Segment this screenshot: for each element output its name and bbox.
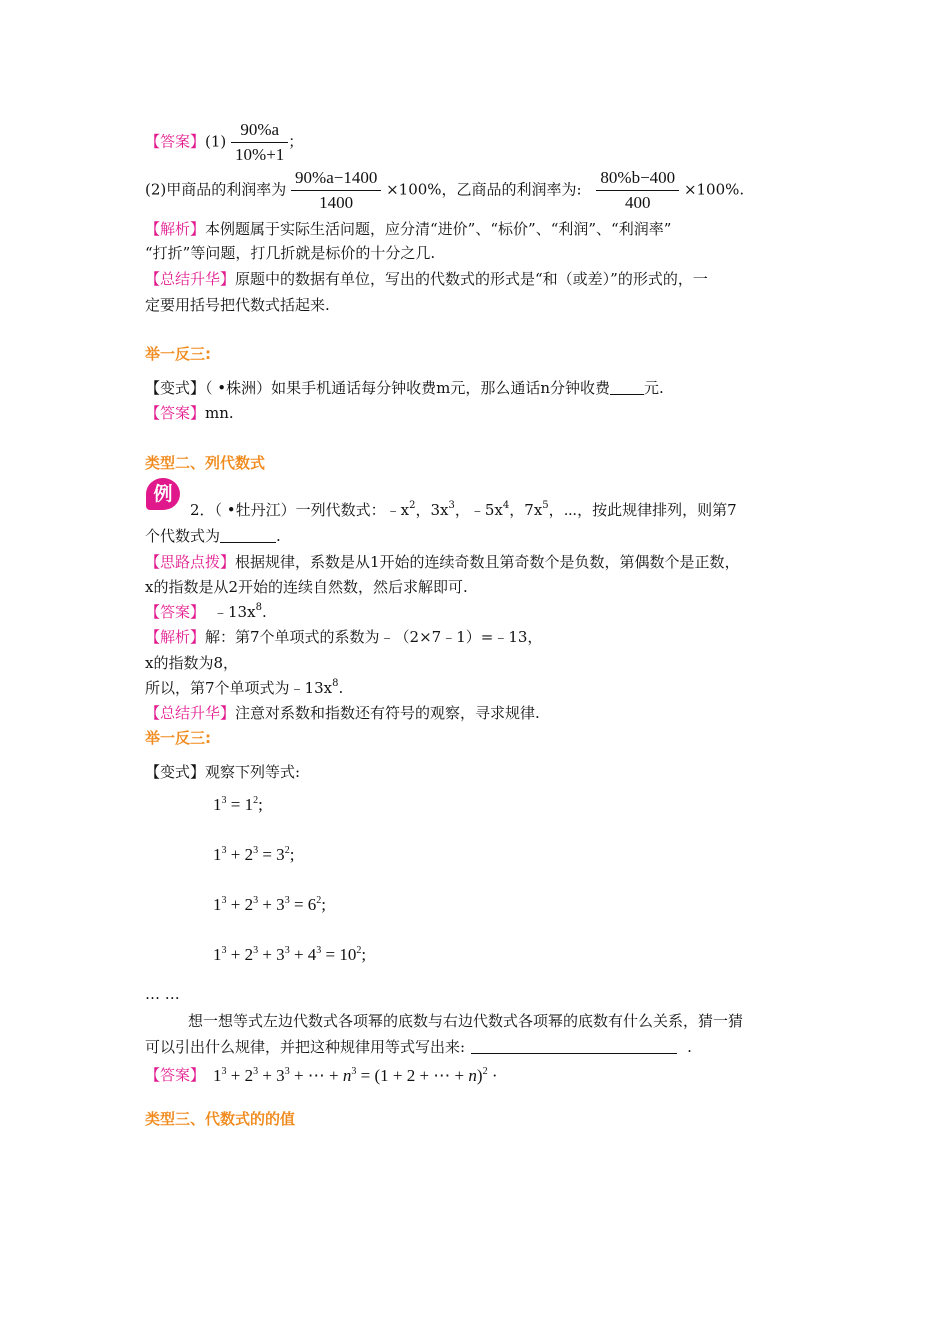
profit-rate-line: [145, 166, 744, 215]
q-text: 2．（ •牡丹江）一列代数式：﹣x: [190, 501, 410, 519]
answer-text: ﹣13x: [213, 603, 256, 621]
q1-summary-2: [145, 294, 330, 316]
variant-text: 观察下列等式:: [205, 763, 301, 781]
analysis-text: x的指数为8，: [145, 654, 239, 672]
exponent: 8: [255, 602, 262, 613]
think-text: 可以引出什么规律，并把这种规律用等式写出来:: [145, 1038, 466, 1056]
analysis-text: “打折”等问题，打几折就是标价的十分之几.: [145, 244, 436, 262]
fraction-denominator: 10%+1: [235, 145, 285, 164]
hint-text: 根据规律，系数是从1开始的连续奇数且第奇数个是负数，第偶数个是正数，: [235, 553, 740, 571]
type2-heading: 类型二、列代数式: [145, 454, 266, 472]
exponent: 3: [448, 500, 455, 511]
answer-blank: [610, 380, 644, 395]
answer-blank: [471, 1039, 677, 1054]
answer-equation: $1^3 + 2^3 + 3^3$ + ⋯ + $n^3 = (1 + 2$ + ⋯ + n)$^2$ ·: [213, 1066, 498, 1085]
fraction-numerator: 90%a: [231, 118, 288, 143]
type2-hint-1: [145, 551, 740, 573]
answer-fraction: [231, 118, 288, 167]
fraction-numerator: 90%a−1400: [291, 166, 381, 191]
practice-heading-1: 举一反三:: [145, 345, 211, 363]
summary-text: 定要用括号把代数式括起来.: [145, 296, 330, 314]
example-badge-icon: 例: [146, 478, 180, 510]
answer-blank: [220, 528, 276, 543]
equation-4: $1^3 + 2^3 + 3^3 + 4^3 = 10^2$;: [213, 945, 367, 964]
answer-end: ；: [288, 132, 304, 151]
type2-analysis-3: [145, 677, 343, 699]
hint-tag: 【思路点拨】: [145, 553, 236, 571]
summary-tag: 【总结升华】: [145, 270, 236, 288]
variant-tag: 【变式】: [145, 379, 206, 397]
profit-text-c: ×100%.: [683, 180, 745, 199]
type2-question-line2: [145, 525, 281, 547]
variant-tag: 【变式】: [145, 763, 206, 781]
fraction-denominator: 400: [625, 193, 651, 212]
variant-answer-1: [145, 402, 234, 424]
type2-analysis-1: [145, 626, 542, 648]
q1-analysis-1: [145, 218, 671, 240]
type3-heading: 类型三、代数式的的值: [145, 1110, 296, 1128]
q-text: ，⋯，按此规律排列，则第7: [548, 501, 737, 519]
q-text-end: .: [276, 527, 281, 545]
type2-hint-2: [145, 576, 468, 598]
q1-answer-line: [145, 118, 303, 167]
answer-tag: 【答案】: [145, 404, 206, 422]
answer-tag: 【答案】: [145, 132, 206, 151]
type2-analysis-2: [145, 652, 238, 674]
q-text: ，﹣5x: [454, 501, 503, 519]
analysis-tag: 【解析】: [145, 220, 206, 238]
type2-answer: [145, 601, 267, 623]
type2-question-line1: [190, 499, 737, 521]
summary-tag: 【总结升华】: [145, 704, 236, 722]
think-line-1: [188, 1010, 743, 1032]
answer-text: mn.: [205, 404, 234, 422]
fraction-denominator: 1400: [319, 193, 354, 212]
answer-end: .: [261, 603, 267, 621]
variant-question-1: [145, 377, 664, 399]
think-text: 想一想等式左边代数式各项幂的底数与右边代数式各项幂的底数有什么关系，猜一猜: [188, 1012, 744, 1030]
summary-text: 注意对系数和指数还有符号的观察，寻求规律.: [235, 704, 540, 722]
exponent: 4: [502, 500, 510, 511]
variant-question-2: [145, 761, 300, 783]
variant-answer-2: [145, 1064, 205, 1086]
analysis-text: 解：第7个单项式的系数为﹣（2×7﹣1）=﹣13，: [205, 628, 543, 646]
q-text: ，7x: [509, 501, 543, 519]
q-text: ，3x: [415, 501, 449, 519]
profit-fraction-a: [291, 166, 381, 215]
summary-text: 原题中的数据有单位，写出的代数式的形式是“和（或差）”的形式的，一: [235, 270, 708, 288]
analysis-text: 所以，第7个单项式为﹣13x: [145, 679, 333, 697]
q1-analysis-2: [145, 242, 435, 264]
answer-tag: 【答案】: [145, 603, 206, 621]
profit-fraction-b: [596, 166, 679, 215]
ellipsis: … …: [145, 985, 180, 1003]
variant-text-end: 元.: [644, 379, 664, 397]
variant-text: （ •株洲）如果手机通话每分钟收费m元，那么通话n分钟收费: [205, 379, 611, 397]
equation-3: $1^3 + 2^3 + 3^3 = 6^2$;: [213, 895, 327, 914]
answer-prefix: (1): [205, 132, 227, 151]
analysis-tag: 【解析】: [145, 628, 206, 646]
think-end: .: [687, 1038, 692, 1056]
equation-2: $1^3 + 2^3 = 3^2$;: [213, 845, 295, 864]
exponent: 8: [332, 678, 339, 689]
analysis-text: 本例题属于实际生活问题，应分清“进价”、“标价”、“利润”、“利润率”: [205, 220, 672, 238]
exponent: 5: [542, 500, 549, 511]
equation-1: $1^3 = 1^2$;: [213, 795, 263, 814]
type2-summary: [145, 702, 540, 724]
q1-summary-1: [145, 268, 708, 290]
profit-text-b: ×100%，乙商品的利润率为:: [386, 180, 582, 199]
fraction-numerator: 80%b−400: [596, 166, 679, 191]
practice-heading-2: 举一反三:: [145, 729, 211, 747]
think-line-2: [145, 1036, 692, 1058]
exponent: 2: [409, 500, 416, 511]
profit-text-a: (2)甲商品的利润率为: [145, 180, 287, 199]
analysis-end: .: [338, 679, 344, 697]
hint-text: x的指数是从2开始的连续自然数，然后求解即可.: [145, 578, 468, 596]
q-text: 个代数式为: [145, 527, 221, 545]
answer-tag: 【答案】: [145, 1066, 206, 1084]
